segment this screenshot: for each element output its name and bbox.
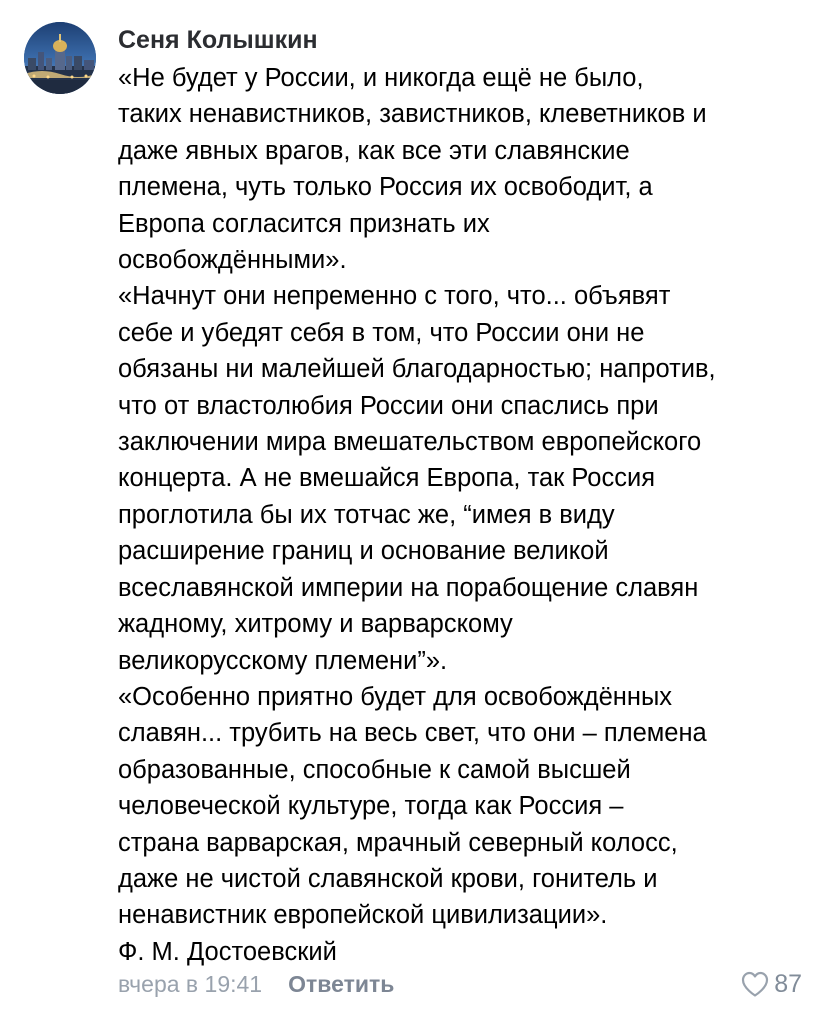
comment-text-line: «Начнут они непременно с того, что... объявят bbox=[118, 282, 671, 311]
author-name[interactable]: Сеня Колышкин bbox=[118, 26, 318, 54]
comment-text-line: славян... трубить на весь свет, что они – племена bbox=[118, 719, 707, 748]
like-button[interactable] bbox=[740, 970, 802, 999]
comment-footer bbox=[118, 966, 802, 1002]
comment-text-line: Европа согласится признать их bbox=[118, 209, 490, 238]
heart-outline-icon[interactable] bbox=[740, 970, 770, 998]
avatar[interactable] bbox=[24, 22, 96, 94]
comment-text-line: «Не будет у России, и никогда ещё не было, bbox=[118, 64, 644, 92]
comment-text-line: образованные, способные к самой высшей bbox=[118, 755, 631, 784]
avatar-image bbox=[24, 22, 96, 94]
comment-text-line: даже явных врагов, как все эти славянские bbox=[118, 136, 630, 165]
comment-text-line: проглотила бы их тотчас же, “имея в виду bbox=[118, 500, 615, 529]
comment-signature: Ф. М. Достоевский bbox=[118, 937, 337, 966]
comment-text-line: «Особенно приятно будет для освобождённых bbox=[118, 682, 673, 711]
timestamp[interactable]: вчера в 19:41 bbox=[118, 970, 263, 997]
comment-text-line: всеславянской империи на порабощение славян bbox=[118, 573, 699, 602]
comment-text-line: что от властолюбия России они спаслись при bbox=[118, 391, 659, 420]
comment-text-line: себе и убедят себя в том, что России они не bbox=[118, 318, 645, 347]
comment-text-line: страна варварская, мрачный северный колосс, bbox=[118, 828, 678, 857]
comment-text-line: обязаны ни малейшей благодарностью; напротив, bbox=[118, 355, 716, 384]
comment-text-line: даже не чистой славянской крови, гонитель и bbox=[118, 864, 658, 893]
reply-button[interactable]: Ответить bbox=[288, 970, 395, 997]
comment-text-line: освобождёнными». bbox=[118, 246, 347, 275]
comment-text-line: великорусскому племени”». bbox=[118, 646, 448, 675]
comment-text-line: таких ненавистников, завистников, клеветников и bbox=[118, 100, 707, 129]
comment-text-line: расширение границ и основание великой bbox=[118, 537, 609, 566]
comment-text-line: заключении мира вмешательством европейского bbox=[118, 428, 702, 457]
comment-text-line: жадному, хитрому и варварскому bbox=[118, 610, 513, 639]
like-count: 87 bbox=[774, 969, 802, 998]
comment-text-line: племена, чуть только Россия их освободит, а bbox=[118, 173, 653, 202]
comment-text-line: концерта. А не вмешайся Европа, так Россия bbox=[118, 464, 656, 493]
comment-text bbox=[118, 60, 808, 970]
comment-text-line: ненавистник европейской цивилизации». bbox=[118, 901, 608, 930]
comment-text-line: человеческой культуре, тогда как Россия – bbox=[118, 792, 624, 821]
